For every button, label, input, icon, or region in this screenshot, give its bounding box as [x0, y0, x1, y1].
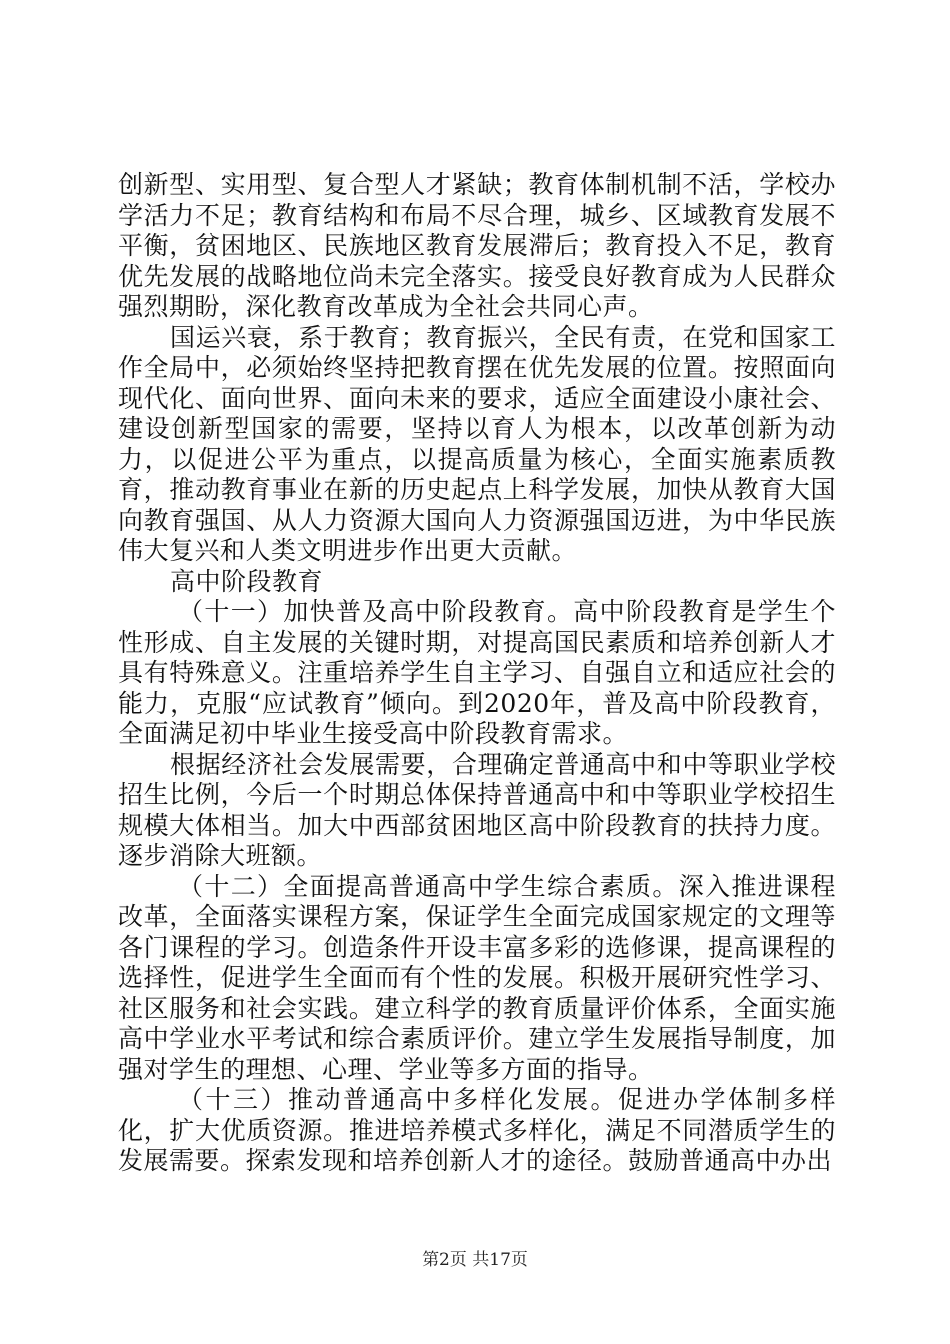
section-heading-high-school: 高中阶段教育 — [170, 566, 324, 596]
document-body — [118, 170, 836, 1177]
paragraph-section-12: （十二）全面提高普通高中学生综合素质。深入推进课程改革，全面落实课程方案，保证学生全面完成国家规定的文理等各门课程的学习。创造条件开设丰富多彩的选修课，提高课程的选择性，促进学生全面而有个性的发展。积极开展研究性学习、社区服务和社会实践。建立科学的教育质量评价体系，全面实施高中学业水平考试和综合素质评价。建立学生发展指导制度，加强对学生的理想、心理、学业等多方面的指导。 — [118, 871, 836, 1084]
paragraph-education-priority: 国运兴衰，系于教育；教育振兴，全民有责，在党和国家工作全局中，必须始终坚持把教育摆在优先发展的位置。按照面向现代化、面向世界、面向未来的要求，适应全面建设小康社会、建设创新型国家的需要，坚持以育人为根本，以改革创新为动力，以促进公平为重点，以提高质量为核心，全面实施素质教育，推动教育事业在新的历史起点上科学发展，加快从教育大国向教育强国、从人力资源大国向人力资源强国迈进，为中华民族伟大复兴和人类文明进步作出更大贡献。 — [118, 322, 836, 565]
paragraph-section-13: （十三）推动普通高中多样化发展。促进办学体制多样化，扩大优质资源。推进培养模式多样化，满足不同潜质学生的发展需要。探索发现和培养创新人才的途径。鼓励普通高中办出 — [118, 1085, 836, 1175]
paragraph-section-11: （十一）加快普及高中阶段教育。高中阶段教育是学生个性形成、自主发展的关键时期，对提高国民素质和培养创新人才具有特殊意义。注重培养学生自主学习、自强自立和适应社会的能力，克服“应试教育”倾向。到2020年，普及高中阶段教育，全面满足初中毕业生接受高中阶段教育需求。 — [118, 597, 836, 748]
page-number-footer: 第2页 共17页 — [422, 1250, 528, 1270]
paragraph-enrollment-ratio: 根据经济社会发展需要，合理确定普通高中和中等职业学校招生比例，今后一个时期总体保持普通高中和中等职业学校招生规模大体相当。加大中西部贫困地区高中阶段教育的扶持力度。逐步消除大班额。 — [118, 749, 836, 870]
paragraph-continued: 创新型、实用型、复合型人才紧缺；教育体制机制不活，学校办学活力不足；教育结构和布局不尽合理，城乡、区域教育发展不平衡，贫困地区、民族地区教育发展滞后；教育投入不足，教育优先发展的战略地位尚未完全落实。接受良好教育成为人民群众强烈期盼，深化教育改革成为全社会共同心声。 — [118, 170, 836, 321]
